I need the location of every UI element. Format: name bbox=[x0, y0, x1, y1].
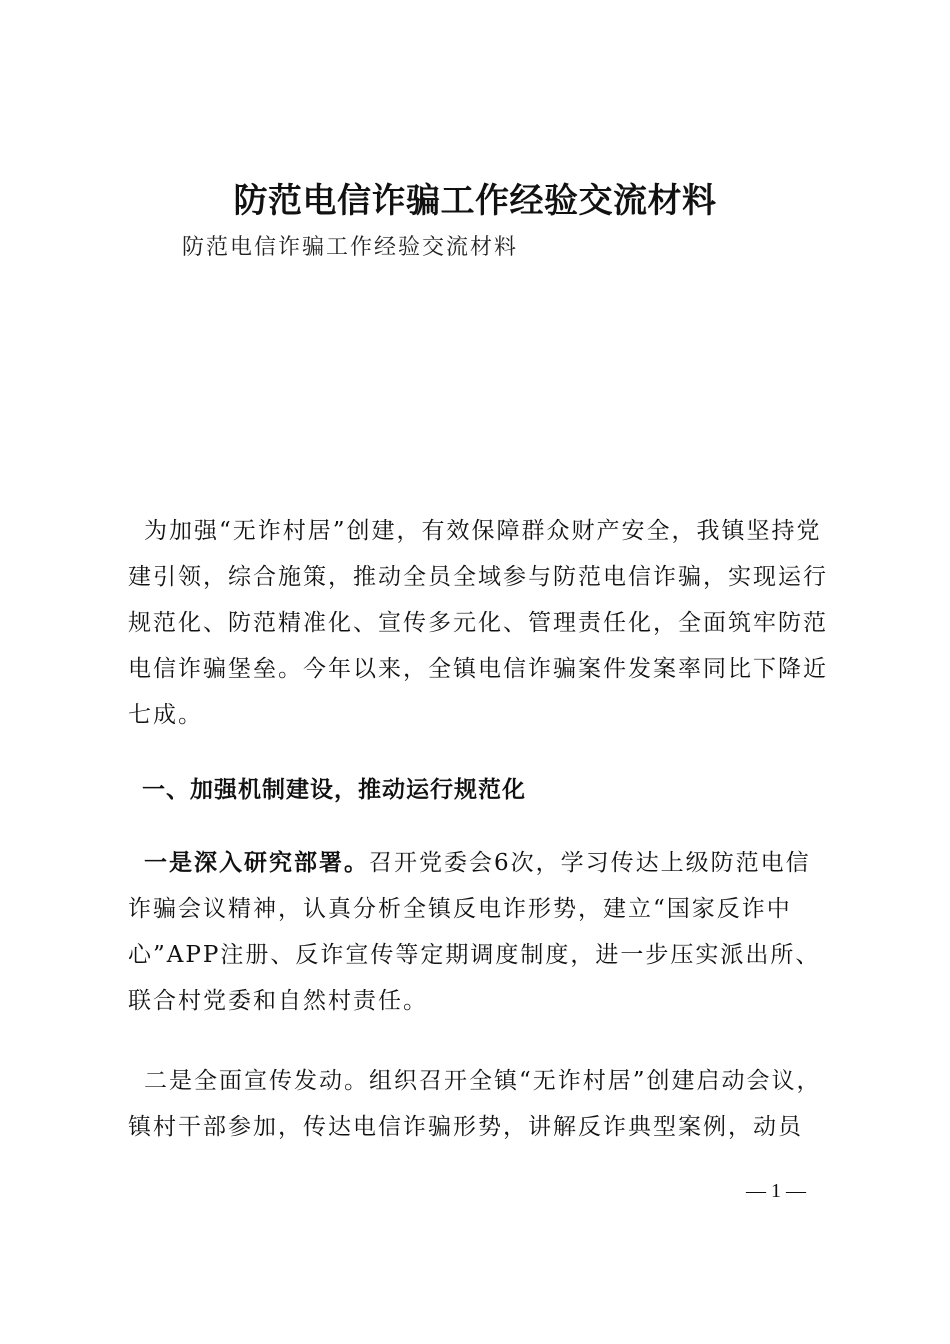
document-title: 防范电信诈骗工作经验交流材料 bbox=[233, 181, 717, 221]
section-heading-1: 一、加强机制建设，推动运行规范化 bbox=[142, 777, 526, 803]
paragraph-1-text: 召开党委会6次，学习传达上级防范电信诈骗会议精神，认真分析全镇反电诈形势，建立“国家反诈中心”APP注册、反诈宣传等定期调度制度，进一步压实派出所、联合村党委和自然村责任。 bbox=[128, 850, 821, 1014]
document-subtitle: 防范电信诈骗工作经验交流材料 bbox=[182, 235, 519, 260]
paragraph-1-lead: 一是深入研究部署。 bbox=[144, 850, 369, 876]
page-number: — 1 — bbox=[746, 1180, 806, 1202]
paragraph-1 bbox=[128, 840, 828, 1024]
intro-paragraph: 为加强“无诈村居”创建，有效保障群众财产安全，我镇坚持党建引领，综合施策，推动全员全域参与防范电信诈骗，实现运行规范化、防范精准化、宣传多元化、管理责任化，全面筑牢防范电信诈骗堡垒。今年以来，全镇电信诈骗案件发案率同比下降近七成。 bbox=[128, 518, 828, 728]
paragraph-2: 二是全面宣传发动。组织召开全镇“无诈村居”创建启动会议，镇村干部参加，传达电信诈骗形势，讲解反诈典型案例，动员 bbox=[128, 1068, 822, 1140]
